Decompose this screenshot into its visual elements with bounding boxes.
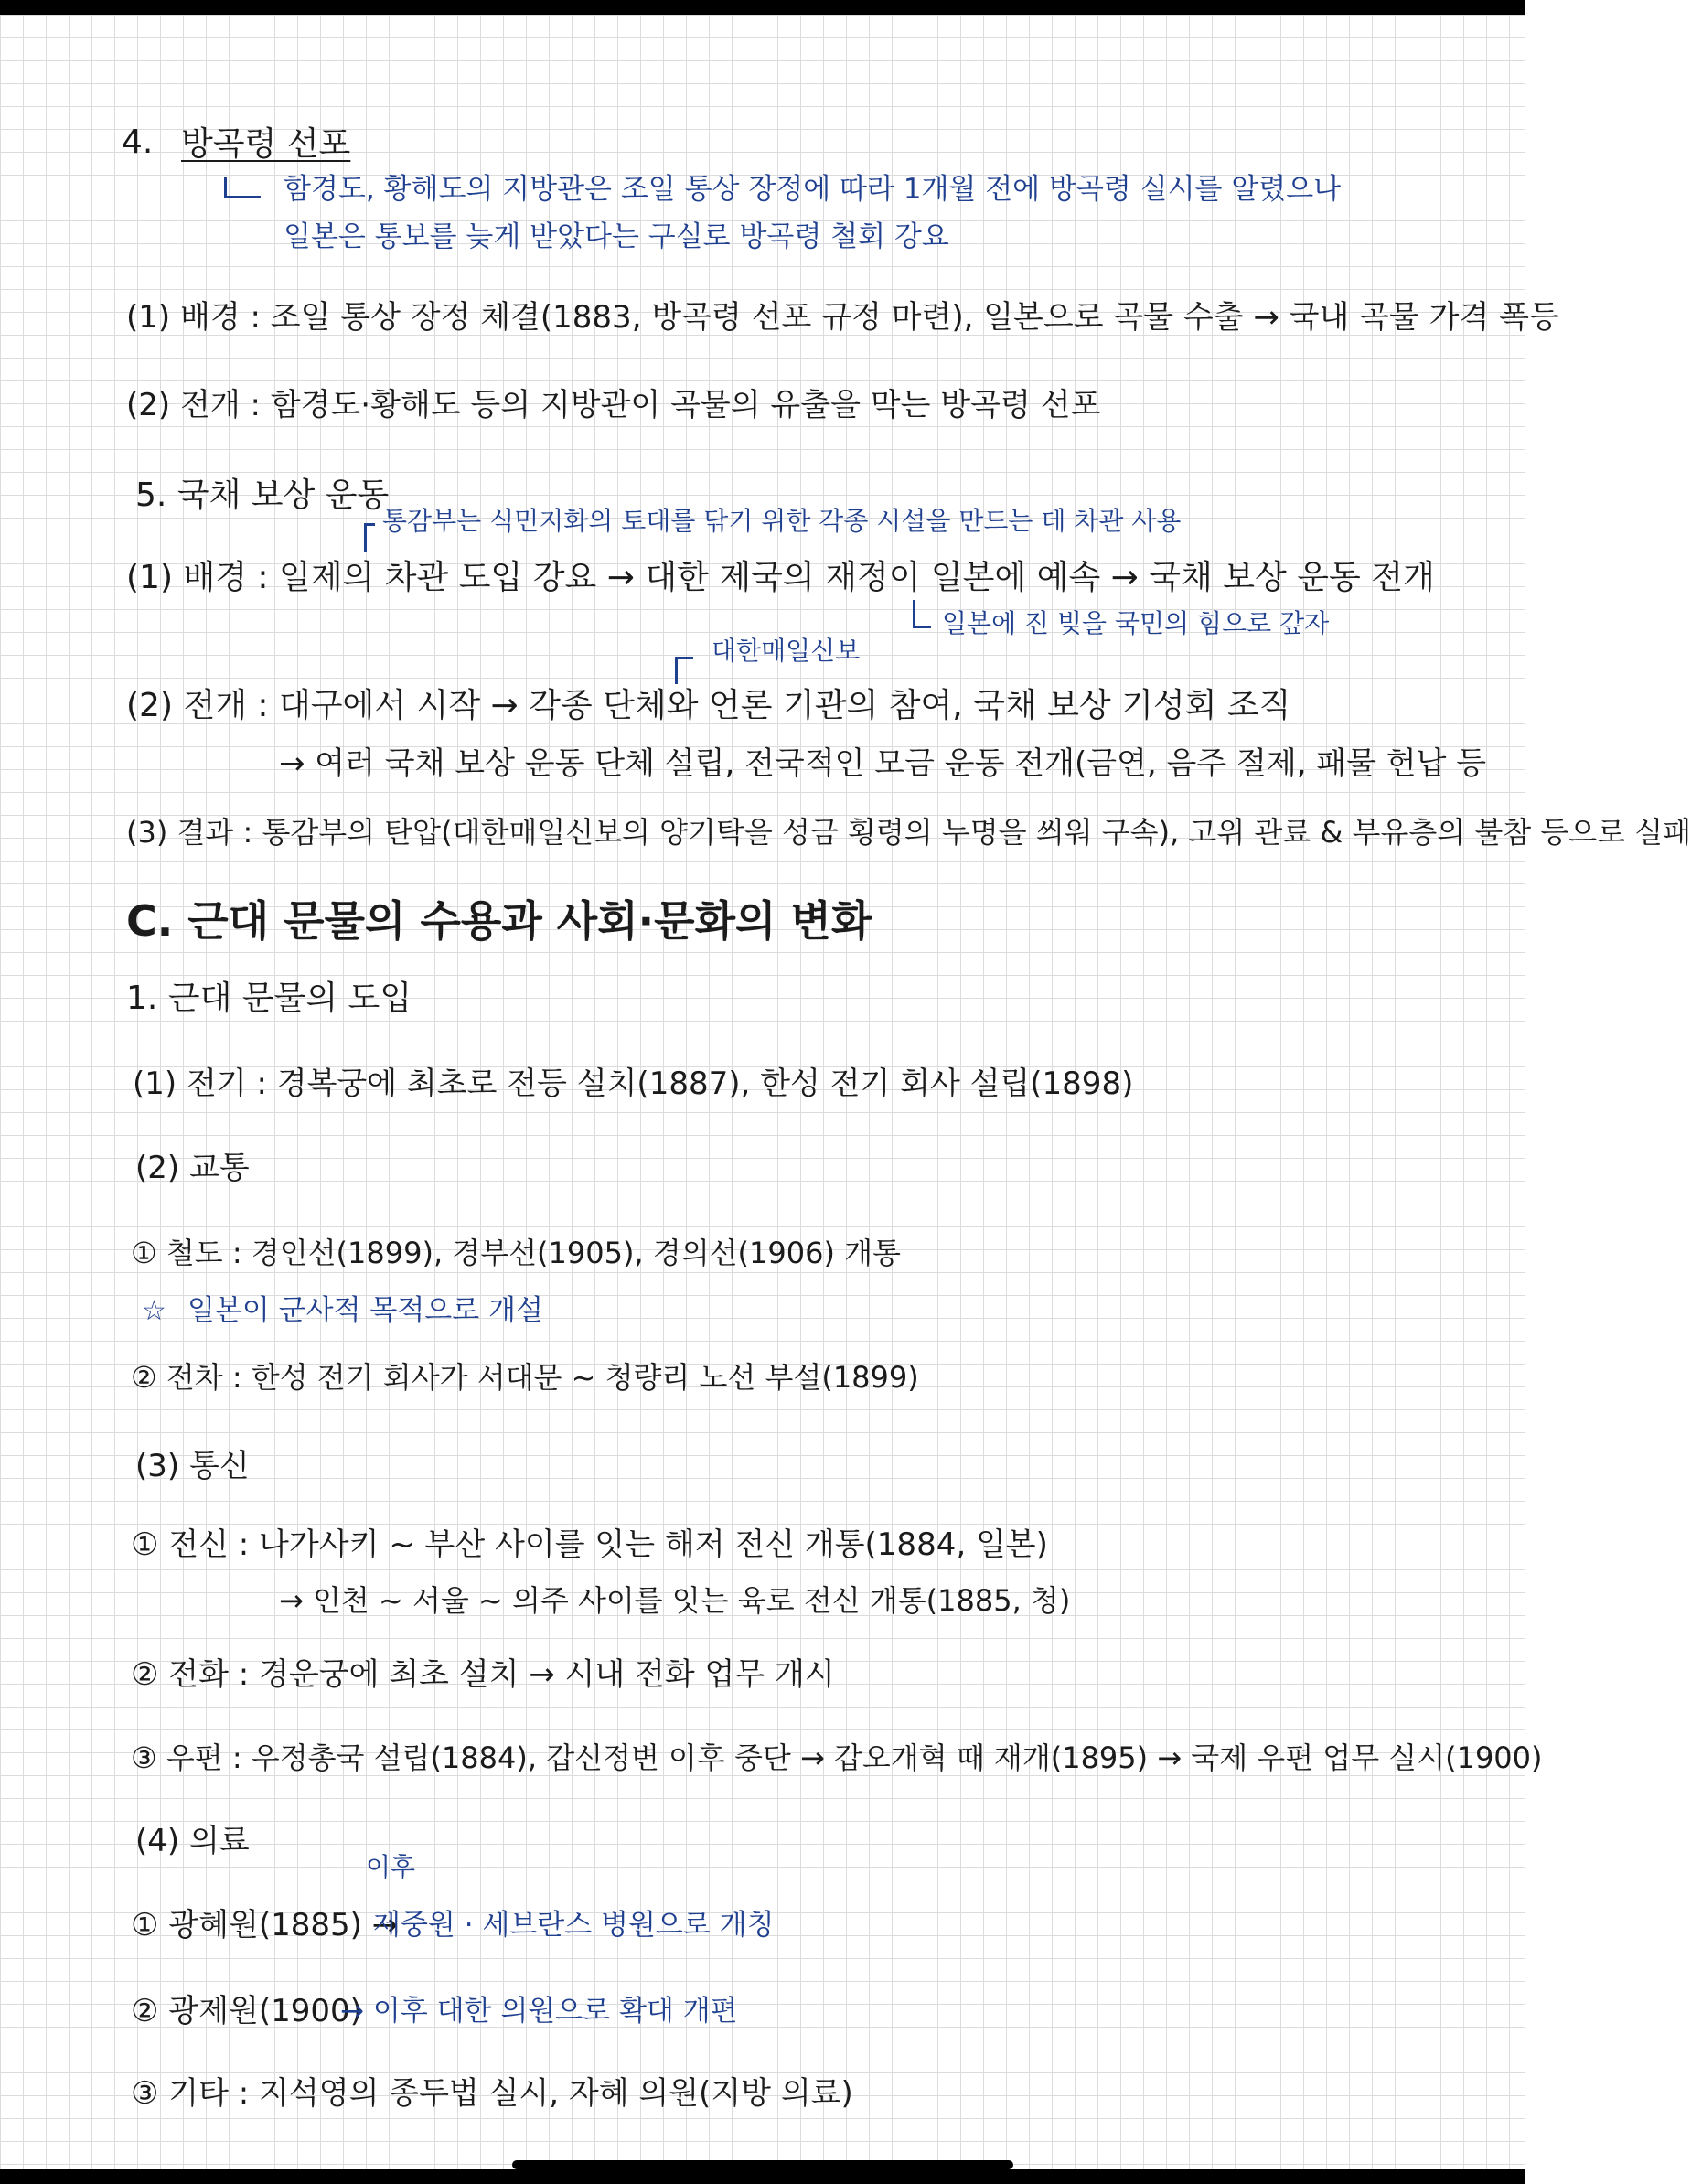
telegraph-line1: ① 전신 : 나가사키 ~ 부산 사이를 잇는 해저 전신 개통(1884, 일본)	[131, 1526, 1048, 1563]
arrow-stem	[224, 177, 227, 198]
sectionC-sub1: 1. 근대 문물의 도입	[126, 980, 412, 1017]
section4-title: 방곡령 선포	[181, 125, 351, 163]
railway-item: ① 철도 : 경인선(1899), 경부선(1905), 경의선(1906) 개통	[131, 1236, 901, 1270]
section4-background: (1) 배경 : 조일 통상 장정 체결(1883, 방곡령 선포 규정 마련), 일본으로 곡물 수출 → 국내 곡물 가격 폭등	[126, 299, 1559, 336]
section5-result: (3) 결과 : 통감부의 탄압(대한매일신보의 양기탁을 성금 횡령의 누명을 씌워 구속), 고위 관료 & 부유층의 불참 등으로 실패	[126, 815, 1691, 850]
section5-development-line1: (2) 전개 : 대구에서 시작 → 각종 단체와 언론 기관의 참여, 국채 보상 기성회 조직	[126, 687, 1291, 724]
section5-heading: 5. 국채 보상 운동	[135, 476, 390, 514]
sectionC-heading: C. 근대 문물의 수용과 사회·문화의 변화	[126, 896, 872, 946]
section5-note-repay: 일본에 진 빚을 국민의 힘으로 갚자	[942, 608, 1330, 638]
star-icon: ☆	[142, 1295, 166, 1327]
communication-heading: (3) 통신	[135, 1448, 250, 1484]
note-arrow-stem	[913, 600, 915, 627]
section4-note-line2: 일본은 통보를 늦게 받았다는 구실로 방곡령 철회 강요	[284, 220, 949, 253]
telegraph-line2: → 인천 ~ 서울 ~ 의주 사이를 잇는 육로 전신 개통(1885, 청)	[279, 1583, 1071, 1618]
section5-note-press: 대한매일신보	[712, 636, 861, 666]
press-bracket-tick	[675, 657, 693, 659]
electricity-item: (1) 전기 : 경복궁에 최초로 전등 설치(1887), 한성 전기 회사 설립(1898)	[133, 1065, 1134, 1102]
hospital1-note: 제중원 · 세브란스 병원으로 개칭	[373, 1909, 775, 1942]
tram-item: ② 전차 : 한성 전기 회사가 서대문 ~ 청량리 노선 부설(1899)	[131, 1360, 919, 1395]
hospital1-after-note: 이후	[366, 1852, 416, 1882]
hospital1-item: ① 광혜원(1885) →	[131, 1907, 399, 1943]
hospital2-note: → 이후 대한 의원으로 확대 개편	[340, 1995, 738, 2028]
note-page	[0, 15, 1691, 2169]
section5-development-line2: → 여러 국채 보상 운동 단체 설립, 전국적인 모금 운동 전개(금연, 음주 절제, 패물 헌납 등	[279, 745, 1487, 782]
railway-note: 일본이 군사적 목적으로 개설	[187, 1294, 543, 1327]
transport-heading: (2) 교통	[135, 1150, 250, 1186]
section5-background: (1) 배경 : 일제의 차관 도입 강요 → 대한 제국의 재정이 일본에 예속 → 국채 보상 운동 전개	[126, 559, 1435, 596]
section4-note-line1: 함경도, 황해도의 지방관은 조일 통상 장정에 따라 1개월 전에 방곡령 실시를 알렸으나	[284, 173, 1342, 206]
telephone-item: ② 전화 : 경운궁에 최초 설치 → 시내 전화 업무 개시	[131, 1656, 835, 1693]
arrow-branch	[224, 196, 261, 198]
section5-note-loan: 통감부는 식민지화의 토대를 닦기 위한 각종 시설을 만드는 데 차관 사용	[382, 506, 1182, 536]
section4-development: (2) 전개 : 함경도·황해도 등의 지방관이 곡물의 유출을 막는 방곡령 선포	[126, 387, 1101, 423]
note-bracket-stem	[364, 523, 367, 552]
etc-item: ③ 기타 : 지석영의 종두법 실시, 자혜 의원(지방 의료)	[131, 2075, 853, 2112]
press-bracket-stem	[675, 657, 678, 684]
bottom-bar	[0, 2169, 1525, 2184]
post-item: ③ 우편 : 우정총국 설립(1884), 갑신정변 이후 중단 → 갑오개혁 때 재개(1895) → 국제 우편 업무 실시(1900)	[131, 1740, 1543, 1775]
section4-number: 4.	[122, 123, 154, 161]
status-bar	[0, 0, 1525, 15]
home-indicator[interactable]	[512, 2160, 1013, 2169]
hospital2-item: ② 광제원(1900)	[131, 1993, 362, 2029]
medical-heading: (4) 의료	[135, 1823, 250, 1859]
note-arrow-branch	[913, 626, 931, 628]
note-bracket-tick	[364, 523, 375, 526]
